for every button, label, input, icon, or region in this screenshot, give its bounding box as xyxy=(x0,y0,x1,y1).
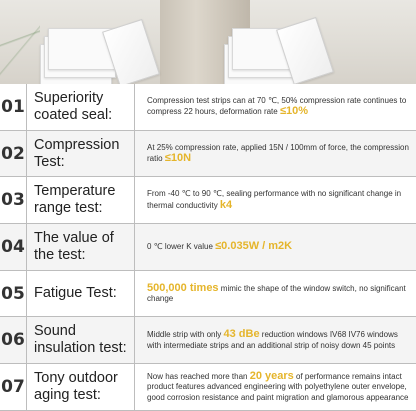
spec-row xyxy=(0,317,416,364)
highlight-value: 20 years xyxy=(249,369,294,382)
spec-row xyxy=(0,177,416,224)
row-title: Compression Test: xyxy=(27,131,135,177)
highlight-value: k4 xyxy=(219,198,233,211)
row-description: At 25% compression rate, applied 15N / 100mm of force, the compression ratio ≤10N xyxy=(147,142,409,165)
row-number: 05 xyxy=(0,271,27,317)
row-number: 04 xyxy=(0,224,27,270)
row-description: Now has reached more than 20 years of performance remains intact product features advanced engineering with polyethylene outer envelope, good corrosion resistance and paint migration and glamorous appearance xyxy=(147,369,409,402)
row-title: The value of the test: xyxy=(27,224,135,270)
spec-row xyxy=(0,224,416,271)
row-description: Middle strip with only 43 dBe reduction windows IV68 IV76 windows with intermediate strips and an additional strip of noisy down 45 points xyxy=(147,328,398,350)
row-number: 06 xyxy=(0,317,27,363)
product-photo xyxy=(0,0,416,84)
row-number: 07 xyxy=(0,364,27,410)
highlight-value: 43 dBe xyxy=(223,328,260,341)
row-description: Compression test strips can at 70 ℃, 50% compression rate continues to compress 22 hours, deformation rate ≤10% xyxy=(147,95,407,118)
spec-row xyxy=(0,131,416,178)
row-title: Temperature range test: xyxy=(27,177,135,223)
spec-row xyxy=(0,271,416,318)
highlight-value: ≤10% xyxy=(279,105,309,118)
row-title: Fatigue Test: xyxy=(27,271,135,317)
plant-decoration xyxy=(0,0,40,84)
spec-row xyxy=(0,364,416,411)
row-number: 02 xyxy=(0,131,27,177)
row-number: 01 xyxy=(0,84,27,130)
highlight-value: ≤10N xyxy=(164,152,192,165)
highlight-value: 500,000 times xyxy=(147,281,219,294)
highlight-value: ≤0.035W / m2K xyxy=(215,240,293,253)
row-title: Sound insulation test: xyxy=(27,317,135,363)
row-description: From -40 ℃ to 90 ℃, sealing performance with no significant change in thermal conductivity k4 xyxy=(147,189,402,211)
spec-table xyxy=(0,84,416,411)
row-description: 500,000 times mimic the shape of the window switch, no significant change xyxy=(147,281,406,304)
spec-row xyxy=(0,84,416,131)
row-number: 03 xyxy=(0,177,27,223)
row-title: Superiority coated seal: xyxy=(27,84,135,130)
row-description: 0 ℃ lower K value ≤0.035W / m2K xyxy=(147,240,293,253)
row-title: Tony outdoor aging test: xyxy=(27,364,135,410)
